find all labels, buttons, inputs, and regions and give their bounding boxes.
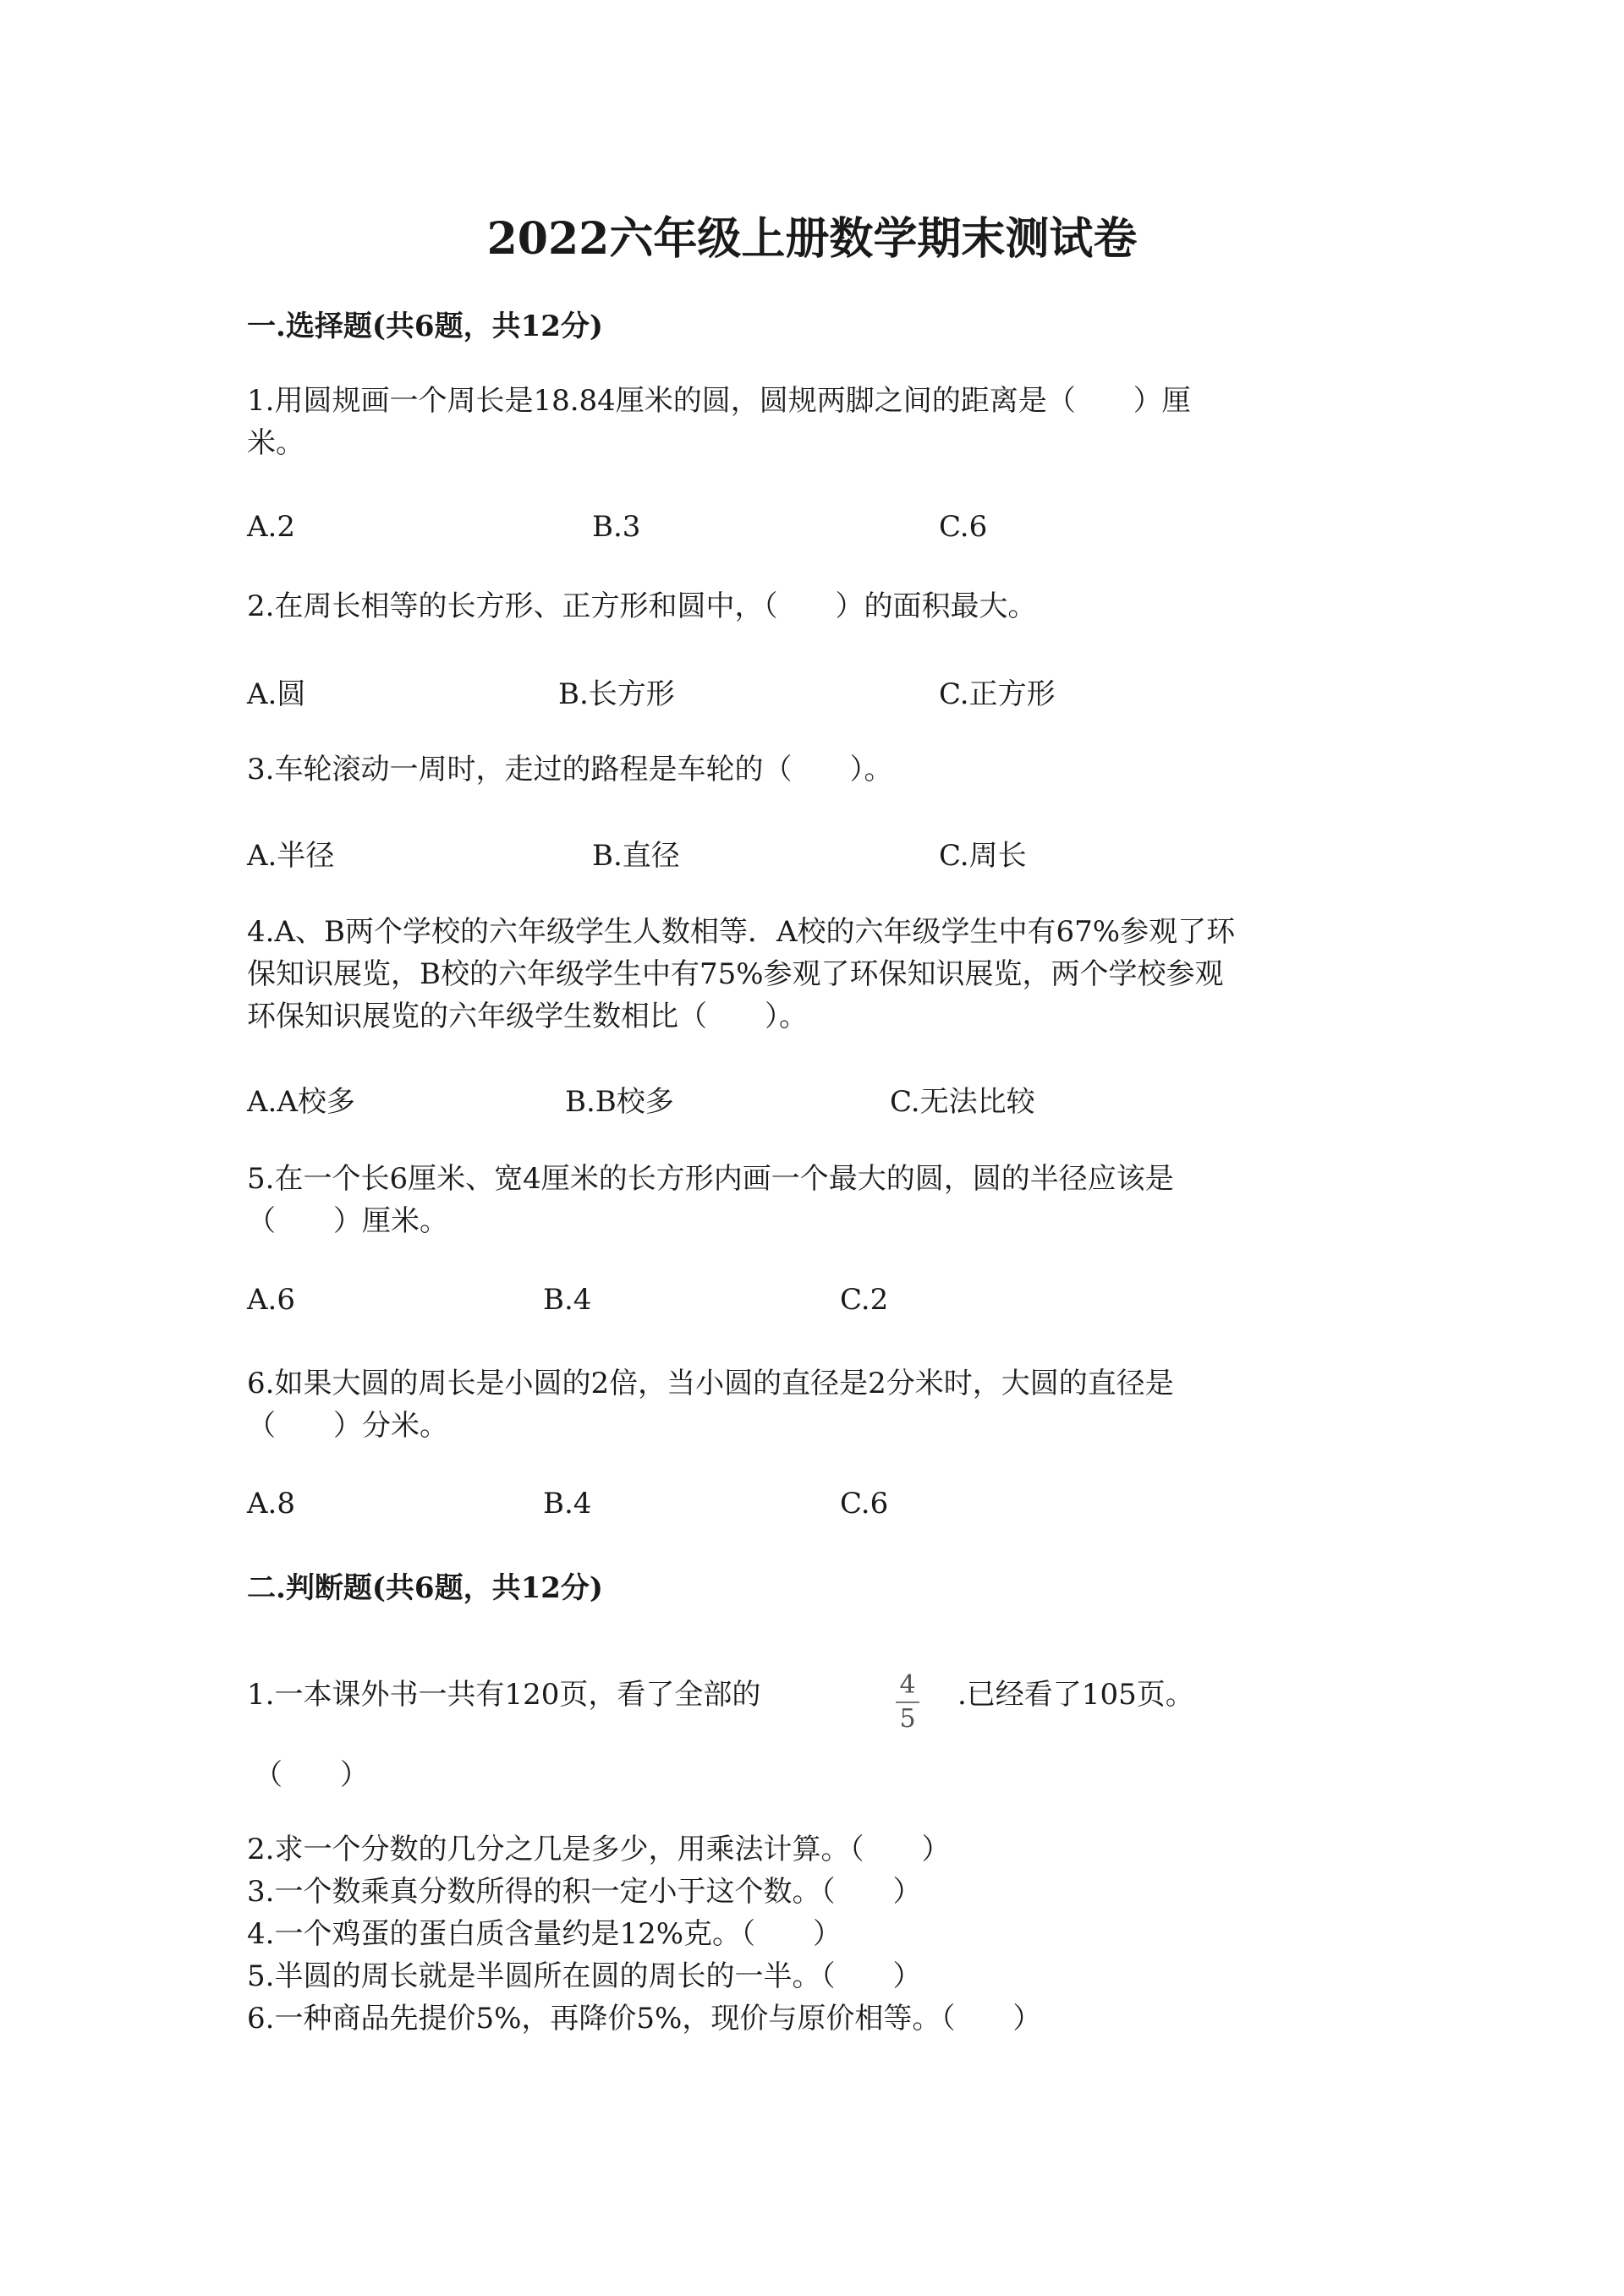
- choice-question-3-option-a: A.半径: [247, 839, 335, 873]
- fraction-bar: [896, 1701, 919, 1703]
- judge-question-5: 5.半圆的周长就是半圆所在圆的周长的一半。（ ）: [247, 1959, 922, 1993]
- judge-question-1-fraction: [891, 1670, 924, 1734]
- choice-question-2-option-c: C.正方形: [939, 677, 1056, 711]
- section-1-heading: 一.选择题(共6题，共12分): [247, 310, 603, 343]
- section-2-heading: 二.判断题(共6题，共12分): [247, 1571, 603, 1605]
- page-title: 2022六年级上册数学期末测试卷: [486, 213, 1138, 265]
- choice-question-1-option-b: B.3: [592, 510, 641, 544]
- choice-question-4-line-1: 4.A、B两个学校的六年级学生人数相等．A校的六年级学生中有67%参观了环: [247, 915, 1236, 949]
- choice-question-3-option-c: C.周长: [939, 839, 1027, 873]
- judge-question-2: 2.求一个分数的几分之几是多少，用乘法计算。（ ）: [247, 1833, 951, 1866]
- choice-question-4-line-2: 保知识展览，B校的六年级学生中有75%参观了环保知识展览，两个学校参观: [247, 957, 1224, 991]
- fraction-numerator: 4: [899, 1670, 916, 1700]
- choice-question-6-option-a: A.8: [247, 1487, 295, 1521]
- choice-question-5-option-c: C.2: [840, 1283, 889, 1317]
- choice-question-6-option-b: B.4: [543, 1487, 592, 1521]
- choice-question-3-line-1: 3.车轮滚动一周时，走过的路程是车轮的（ ）。: [247, 753, 893, 786]
- choice-question-1-option-c: C.6: [939, 510, 988, 544]
- choice-question-1-option-a: A.2: [247, 510, 295, 544]
- judge-question-3: 3.一个数乘真分数所得的积一定小于这个数。（ ）: [247, 1875, 922, 1909]
- choice-question-4-option-a: A.A校多: [247, 1085, 355, 1119]
- choice-question-6-line-1: 6.如果大圆的周长是小圆的2倍，当小圆的直径是2分米时，大圆的直径是: [247, 1367, 1174, 1400]
- choice-question-2-option-a: A.圆: [247, 677, 306, 711]
- fraction-denominator: 5: [899, 1704, 916, 1734]
- choice-question-1-line-1: 1.用圆规画一个周长是18.84厘米的圆，圆规两脚之间的距离是（ ）厘: [247, 384, 1191, 418]
- choice-question-6-option-c: C.6: [840, 1487, 889, 1521]
- judge-question-1-answer-blank: （ ）: [254, 1758, 369, 1792]
- judge-question-6: 6.一种商品先提价5%，再降价5%，现价与原价相等。（ ）: [247, 2002, 1042, 2036]
- choice-question-2-option-b: B.长方形: [558, 677, 675, 711]
- choice-question-5-line-2: （ ）厘米。: [247, 1204, 448, 1238]
- judge-question-4: 4.一个鸡蛋的蛋白质含量约是12%克。（ ）: [247, 1917, 842, 1951]
- choice-question-1-line-2: 米。: [247, 426, 304, 460]
- choice-question-4-option-b: B.B校多: [565, 1085, 674, 1119]
- choice-question-5-line-1: 5.在一个长6厘米、宽4厘米的长方形内画一个最大的圆，圆的半径应该是: [247, 1162, 1174, 1196]
- judge-question-1-text-end: .已经看了105页。: [957, 1678, 1194, 1712]
- choice-question-4-option-c: C.无法比较: [890, 1085, 1035, 1119]
- choice-question-3-option-b: B.直径: [592, 839, 680, 873]
- choice-question-5-option-a: A.6: [247, 1283, 295, 1317]
- judge-question-1-text: 1.一本课外书一共有120页，看了全部的: [247, 1678, 761, 1712]
- choice-question-2-line-1: 2.在周长相等的长方形、正方形和圆中，（ ）的面积最大。: [247, 589, 1037, 623]
- choice-question-6-line-2: （ ）分米。: [247, 1409, 448, 1443]
- choice-question-4-line-3: 环保知识展览的六年级学生数相比（ ）。: [247, 1000, 808, 1033]
- choice-question-5-option-b: B.4: [543, 1283, 592, 1317]
